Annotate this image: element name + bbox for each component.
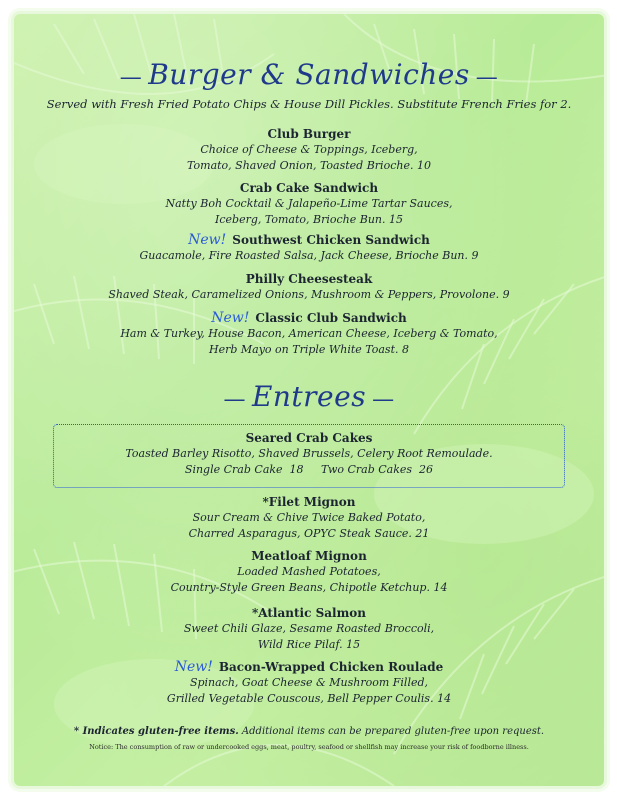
item-name bbox=[14, 659, 604, 675]
menu-item-meatloaf-mignon bbox=[14, 548, 604, 596]
gluten-free-note-bold: * Indicates gluten-free items. bbox=[73, 726, 239, 737]
item-name: Philly Cheesesteak bbox=[245, 272, 373, 286]
item-desc: Sour Cream & Chive Twice Baked Potato, bbox=[192, 511, 426, 524]
item-desc: Grilled Vegetable Couscous, Bell Pepper Coulis. 14 bbox=[166, 692, 452, 705]
item-name bbox=[14, 310, 604, 326]
menu-item-classic-club bbox=[14, 310, 604, 358]
gluten-free-note bbox=[14, 726, 604, 737]
item-name: *Filet Mignon bbox=[262, 495, 356, 509]
item-desc: Tomato, Shaved Onion, Toasted Brioche. 10 bbox=[187, 159, 431, 172]
item-name-text: Bacon-Wrapped Chicken Roulade bbox=[218, 660, 444, 674]
menu-item-crab-cake-sandwich bbox=[14, 180, 604, 228]
item-name: Club Burger bbox=[267, 127, 351, 141]
item-desc: Sweet Chili Glaze, Sesame Roasted Broccoli, bbox=[183, 622, 435, 635]
new-badge: New! bbox=[211, 310, 250, 326]
item-desc: Natty Boh Cocktail & Jalapeño-Lime Tartar Sauces, bbox=[165, 197, 453, 210]
heading-dash-right: — bbox=[372, 387, 395, 412]
heading-dash-left: — bbox=[223, 387, 246, 412]
item-desc: Ham & Turkey, House Bacon, American Cheese, Iceberg & Tomato, bbox=[120, 327, 498, 340]
item-desc: Shaved Steak, Caramelized Onions, Mushroom & Peppers, Provolone. 9 bbox=[108, 288, 510, 301]
item-name-text: Classic Club Sandwich bbox=[255, 311, 407, 325]
item-desc: Wild Rice Pilaf. 15 bbox=[257, 638, 361, 651]
menu-item-southwest-chicken bbox=[14, 232, 604, 264]
item-desc: Spinach, Goat Cheese & Mushroom Filled, bbox=[189, 676, 429, 689]
entrees-title: Entrees bbox=[251, 380, 367, 413]
heading-dash-right: — bbox=[475, 65, 499, 90]
item-desc: Herb Mayo on Triple White Toast. 8 bbox=[209, 343, 409, 356]
menu-item-chicken-roulade bbox=[14, 659, 604, 707]
item-desc: Loaded Mashed Potatoes, bbox=[237, 565, 381, 578]
item-name bbox=[14, 232, 604, 248]
gluten-free-note-rest: Additional items can be prepared gluten-free upon request. bbox=[238, 726, 545, 737]
item-desc: Charred Asparagus, OPYC Steak Sauce. 21 bbox=[188, 527, 430, 540]
item-desc: Country-Style Green Beans, Chipotle Ketchup. 14 bbox=[170, 581, 448, 594]
heading-dash-left: — bbox=[119, 65, 143, 90]
menu-item-atlantic-salmon bbox=[14, 605, 604, 653]
item-name: *Atlantic Salmon bbox=[252, 606, 366, 620]
item-desc: Choice of Cheese & Toppings, Iceberg, bbox=[200, 143, 418, 156]
item-name: Meatloaf Mignon bbox=[251, 549, 367, 563]
item-desc: Toasted Barley Risotto, Shaved Brussels, Celery Root Remoulade. bbox=[125, 447, 493, 460]
burgers-heading bbox=[14, 58, 604, 91]
menu-item-club-burger bbox=[14, 126, 604, 174]
menu-item-seared-crab-cakes bbox=[14, 430, 604, 478]
menu-page bbox=[14, 14, 604, 786]
menu-item-filet-mignon bbox=[14, 494, 604, 542]
burgers-intro: Served with Fresh Fried Potato Chips & House Dill Pickles. Substitute French Fries for 2. bbox=[46, 97, 572, 111]
menu-item-philly-cheesesteak bbox=[14, 271, 604, 303]
new-badge: New! bbox=[174, 659, 213, 675]
entrees-heading bbox=[14, 380, 604, 413]
item-name: Seared Crab Cakes bbox=[245, 431, 373, 445]
item-name: Crab Cake Sandwich bbox=[239, 181, 379, 195]
item-desc: Single Crab Cake 18 Two Crab Cakes 26 bbox=[184, 463, 434, 476]
item-desc: Iceberg, Tomato, Brioche Bun. 15 bbox=[215, 213, 403, 226]
food-safety-notice: Notice: The consumption of raw or undercooked eggs, meat, poultry, seafood or shellfish may increase your risk of foodborne illness. bbox=[89, 743, 529, 751]
burgers-title: Burger & Sandwiches bbox=[148, 58, 470, 91]
new-badge: New! bbox=[188, 232, 227, 248]
item-desc: Guacamole, Fire Roasted Salsa, Jack Cheese, Brioche Bun. 9 bbox=[139, 249, 479, 262]
item-name-text: Southwest Chicken Sandwich bbox=[232, 233, 430, 247]
